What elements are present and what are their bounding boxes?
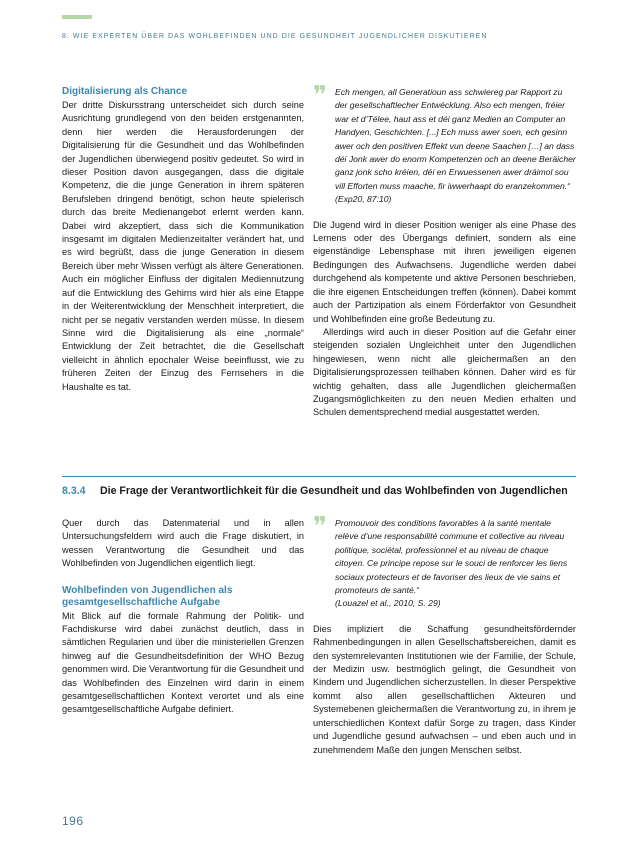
quote-block bbox=[313, 512, 576, 611]
quote-mark-icon: ❞ bbox=[313, 81, 327, 111]
section-divider bbox=[62, 476, 576, 477]
paragraph: Allerdings wird auch in dieser Position auf die Gefahr einer steigenden sozialen Ungleichheit unter den Jugendlichen hingewiesen, wenn nicht alle gleichermaßen an den Digitalisierungsprozessen teilhaben können. Daher wird es für wichtig gehalten, dass alle Jugendlichen gleichermaßen Zugangsmöglichkeiten zu den neuen Medien erhalten und Schulen dementsprechend medial ausgestattet werden. bbox=[313, 326, 576, 418]
quote-source: (Louazel et al., 2010, S. 29) bbox=[335, 598, 441, 609]
section-title: Die Frage der Verantwortlichkeit für die Gesundheit und das Wohlbefinden von Jugendlichen bbox=[100, 485, 568, 497]
quote-mark-icon: ❞ bbox=[313, 512, 327, 542]
left-column-bottom bbox=[62, 517, 304, 717]
subhead-digitalisierung: Digitalisierung als Chance bbox=[62, 86, 188, 97]
paragraph: Der dritte Diskursstrang unterscheidet sich durch seine Ausrichtung grundlegend von den beiden erstgenannten, denn hier werden die Herausforderungen der Digitalisierung für die Gesundheit und das Wohlbefinden der Jugendlichen überwiegend positiv gedeutet. So wird in dieser Position davon ausgegangen, dass die digitale Kompetenz, die die junge Generation in ihrem späteren Berufsleben dringend benötigt, schon heute spielerisch durch das breite Medienangebot erlernt werden kann. Dabei wird akzeptiert, dass sich die Kommunikation insgesamt im digitalen Medienzeitalter verändert hat, und es wird begrüßt, dass die junge Generation in diesem Bereich über mehr Wissen verfügt als ältere Generationen. Auch ein möglicher Einfluss der digitalen Mediennutzung auf die Entwicklung des Gehirns wird hier als eine Etappe in der Weiterentwicklung der Menschheit interpretiert, die nicht per se negativ verstanden werden müsse. In diesem Sinne wird die Digitalisierung als eine „normale“ Entwicklung der Zeit betrachtet, die die Gesellschaft vielleicht in ähnlich epochaler Weise beeinflusst, wie zu früheren Zeiten der Einzug des Fernsehers in die Haushalte es tat. bbox=[62, 100, 304, 392]
quote-text: Promouvoir des conditions favorables à la santé mentale relève d’une responsabilité commune et collective au niveau politique, sociétal, professionnel et au niveau de chaque citoyen. Ce principe repose sur le souci de renforcer les liens sociaux protecteurs et de favoriser des lieux de vie sains et promoteurs de santé.“ bbox=[335, 518, 568, 596]
running-head: 8. WIE EXPERTEN ÜBER DAS WOHLBEFINDEN UND DIE GESUNDHEIT JUGENDLICHER DISKUTIEREN bbox=[62, 33, 488, 40]
quote-text: Ech mengen, all Generatioun ass schwiereg par Rapport zu der gesellschaftlecher Entwécklung. Also ech mengen, fréier war et d’Télee, haut ass et déi ganz Medien an Computer an Handyen, Geschichten. [...] Ech muss awer soen, ech gesinn awer och den positiven Effekt vun deene Saachen […] an dass déi Jonk awer do enorm Kompetenzen och an deene Beräicher ganz jonk scho kréien, déi en Erwuessenen awer dräimol sou vill Efforten muss maache, fir iwwerhaapt do eranzekommen.“ bbox=[335, 87, 576, 191]
paragraph: Die Jugend wird in dieser Position weniger als eine Phase des Lernens oder des Übergangs definiert, sondern als eine eigenständige Lebensphase mit ihren jeweiligen eigenen Bedingungen des Aufwachsens. Jugendliche werden dabei durchgehend als kompetente und aktive Personen beschrieben, die ihre eigenen Entscheidungen treffen (können). Dabei kommt auch der Partizipation als einem Förderfaktor von Gesundheit und Wohlbefinden eine große Bedeutung zu. bbox=[313, 219, 576, 324]
quote-source: (Exp20, 87:10) bbox=[335, 194, 392, 205]
paragraph: Mit Blick auf die formale Rahmung der Politik- und Fachdiskurse wird dabei zunächst deutlich, dass in sämtlichen Regularien und über die ministeriellen Grenzen hinweg auf die Gesundheitsdefinition der WHO Bezug genommen wird. Die Verantwortung für die Gesundheit und das Wohlbefinden des Einzelnen wird darin in einem gesamtgesellschaftlichen Kontext verortet und als eine gesamtgesellschaftliche Aufgabe definiert. bbox=[62, 610, 304, 715]
right-column-top bbox=[313, 81, 576, 420]
quote-block bbox=[313, 81, 576, 207]
left-column-top bbox=[62, 86, 304, 394]
right-column-bottom bbox=[313, 512, 576, 757]
section-number: 8.3.4 bbox=[62, 485, 86, 497]
paragraph: Dies impliziert die Schaffung gesundheitsfördernder Rahmenbedingungen in allen Gesellschaftsbereichen, damit es den systemrelevanten Institutionen wie der Familie, der Schule, der Medizin usw. bestmöglich gelingt, die Gesundheit von Kindern und Jugendlichen sicherzustellen. In dieser Perspektive kommt also allen gesellschaftlichen Akteuren und Systemebenen gleichermaßen die Verantwortung zu, in ihrem je unterschiedlichen Kontext dafür Sorge zu tragen, dass Kinder und Jugendliche gesund aufwachsen – und eben auch und in zunehmendem Maße den jungen Menschen selbst. bbox=[313, 623, 576, 755]
subhead-wohlbefinden: Wohlbefinden von Jugendlichen als gesamtgesellschaftliche Aufgabe bbox=[62, 584, 233, 608]
top-decorative-rule bbox=[62, 15, 92, 19]
paragraph: Quer durch das Datenmaterial und in allen Untersuchungsfeldern wird auch die Frage diskutiert, in wessen Verantwortung die Gesundheit und das Wohlbefinden von Jugendlichen eigentlich liegt. bbox=[62, 518, 304, 569]
page-number: 196 bbox=[62, 814, 84, 828]
